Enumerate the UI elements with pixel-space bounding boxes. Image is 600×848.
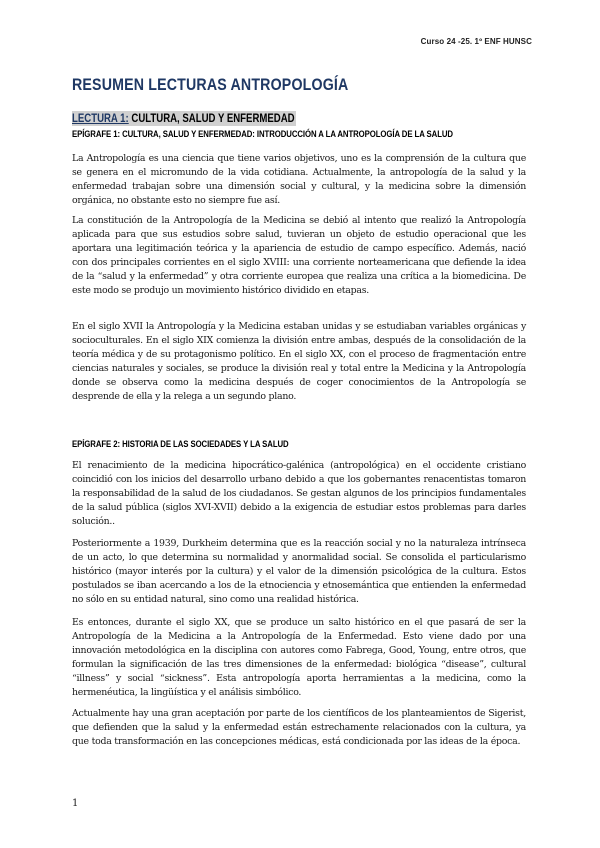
lecture-heading xyxy=(72,111,296,126)
paragraph: El renacimiento de la medicina hipocrático-galénica (antropológica) en el occidente cristiano coincidió con los inicios del desarrollo urbano debido a que los gobernantes renacentistas tomaron la responsabilidad de la salud de los ciudadanos. Se gestan algunos de los principios fundamentales de la salud pública (siglos XVI-XVII) debido a la exigencia de estudiar estos problemas para darles solución.. xyxy=(72,460,526,527)
lecture-subtitle: CULTURA, SALUD Y ENFERMEDAD xyxy=(128,111,295,125)
paragraph: En el siglo XVII la Antropología y la Medicina estaban unidas y se estudiaban variables orgánicas y socioculturales. En el siglo XIX comienza la división entre ambas, después de la consolidación de la teoría médica y de su protagonismo político. En el siglo XX, con el proceso de fragmentación entre ciencias naturales y sociales, se produce la división real y total entre la Medicina y la Antropología donde se observa como la medicina después de coger conocimientos de la Antropología se desprende de ella y la relega a un segundo plano. xyxy=(72,321,526,402)
document-title: RESUMEN LECTURAS ANTROPOLOGÍA xyxy=(72,76,349,94)
paragraph: Posteriormente a 1939, Durkheim determina que es la reacción social y no la naturaleza intrínseca de un acto, lo que determina su normalidad y anormalidad social. Se consolida el particularismo histórico (mayor interés por la cultura) y el valor de la dimensión psicológica de la cultura. Estos postulados se iban acercando a los de la etnociencia y etnosemántica que entienden la enfermedad no sólo en su entidad natural, sino como una realidad histórica. xyxy=(72,538,526,605)
paragraph: Actualmente hay una gran aceptación por parte de los científicos de los planteamientos de Sigerist, que defienden que la salud y la enfermedad están estrechamente relacionados con la cultura, ya que toda transformación en las concepciones médicas, está condicionada por las ideas de la época. xyxy=(72,708,526,747)
course-header: Curso 24 -25. 1º ENF HUNSC xyxy=(420,37,532,46)
lecture-label: LECTURA 1: xyxy=(72,111,129,125)
epigraph-2-title: EPÍGRAFE 2: HISTORIA DE LAS SOCIEDADES Y LA SALUD xyxy=(72,439,289,450)
paragraph: Es entonces, durante el siglo XX, que se produce un salto histórico en el que pasará de ser la Antropología de la Medicina a la Antropología de la Enfermedad. Esto viene dado por una innovación metodológica en la disciplina con autores como Fabrega, Good, Young, entre otros, que formulan la significación de las tres dimensiones de la enfermedad: biológica “disease”, cultural “illness” y social “sickness”. Esta antropología aporta herramientas a la medicina, como la hermenéutica, la lingüística y el análisis simbólico. xyxy=(72,617,526,698)
epigraph-1-title: EPÍGRAFE 1: CULTURA, SALUD Y ENFERMEDAD: INTRODUCCIÓN A LA ANTROPOLOGÍA DE LA SALUD xyxy=(72,129,453,140)
paragraph: La Antropología es una ciencia que tiene varios objetivos, uno es la comprensión de la cultura que se genera en el micromundo de la vida cotidiana. Actualmente, la antropología de la salud y la enfermedad trabajan sobre una dimensión social y cultural, y la medicina sobre la dimensión orgánica, no obstante esto no siempre fue así. xyxy=(72,153,526,206)
page-number: 1 xyxy=(72,798,79,809)
paragraph: La constitución de la Antropología de la Medicina se debió al intento que realizó la Antropología aplicada para que sus estudios sobre salud, tuvieran un objeto de estudio operacional que les aportara una legitimación teórica y la apariencia de estudio de campo específico. Además, nació con dos principales corrientes en el siglo XVIII: una corriente norteamericana que defiende la idea de la “salud y la enfermedad” y otra corriente europea que realiza una crítica a la biomedicina. De este modo se produjo un movimiento histórico dividido en etapas. xyxy=(72,215,526,296)
